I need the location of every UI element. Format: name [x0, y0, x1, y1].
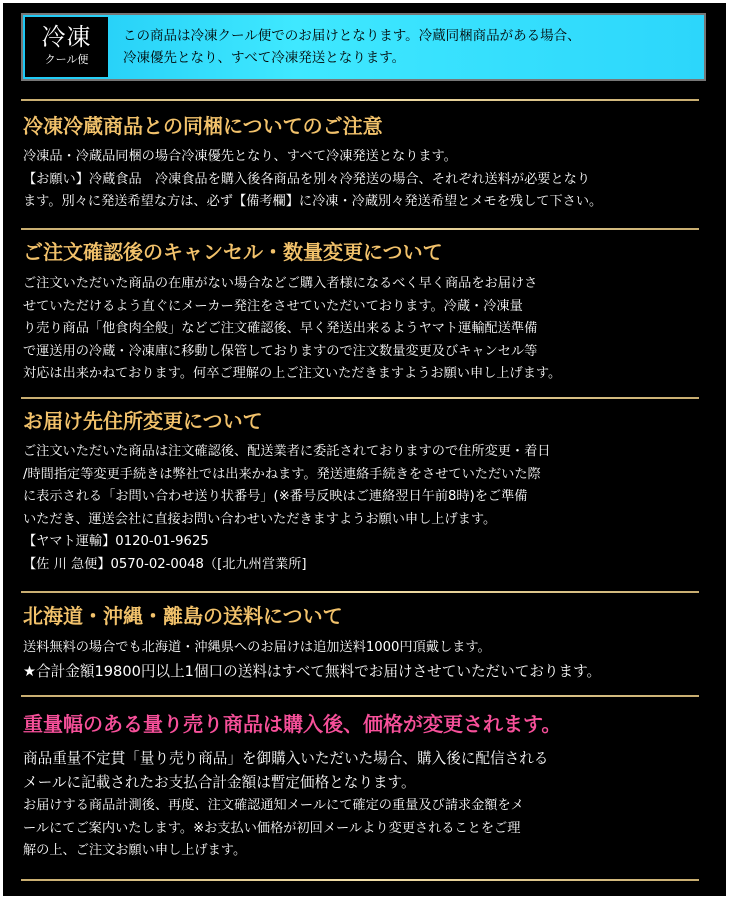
text-line: 送料無料の場合でも北海道・沖縄県へのお届けは追加送料1000円頂戴します。	[23, 640, 491, 655]
section-heading-price-change: 重量幅のある量り売り商品は購入後、価格が変更されます。	[23, 712, 562, 736]
text-line: いただき、運送会社に直接お問い合わせいただきますようお願い申し上げます。	[23, 511, 497, 527]
text-line: に表示される「お問い合わせ送り状番号」(※番号反映はご連絡翌日午前8時)をご準備	[23, 489, 528, 504]
text-line: 解の上、ご注文お願い申し上げます。	[23, 843, 247, 858]
text-line: り売り商品「他食肉全般」などご注文確認後、早く発送出来るようヤマト運輸配送準備	[23, 321, 538, 336]
frozen-badge-subtitle: クール便	[44, 53, 89, 66]
frozen-badge	[25, 17, 108, 77]
section-heading-address-change: お届け先住所変更について	[23, 409, 263, 433]
text-line: で運送用の冷蔵・冷凍庫に移動し保管しておりますので注文数量変更及びキャンセル等	[23, 343, 538, 359]
section-body-price-change	[23, 747, 713, 863]
divider	[21, 695, 699, 697]
text-line: 商品重量不定貫「量り売り商品」を御購入いただいた場合、購入後に配信される	[23, 750, 549, 767]
text-line: ます。別々に発送希望な方は、必ず【備考欄】に冷凍・冷蔵別々発送希望とメモを残して下さい。	[23, 194, 603, 209]
text-line: 冷凍品・冷蔵品同梱の場合冷凍優先となり、すべて冷凍発送となります。	[23, 149, 457, 164]
divider	[21, 397, 699, 399]
text-line: 対応は出来かねております。何卒ご理解の上ご注文いただきますようお願い申し上げます。	[23, 366, 562, 381]
divider	[21, 879, 699, 881]
section-heading-bundling: 冷凍冷蔵商品との同梱についてのご注意	[23, 114, 383, 138]
section-body-cancellation	[23, 273, 713, 386]
section-body-bundling	[23, 146, 713, 214]
yamato-phone: 【ヤマト運輸】0120-01-9625	[23, 534, 209, 549]
sagawa-phone: 【佐 川 急便】0570-02-0048（[北九州営業所]	[23, 556, 307, 572]
divider	[21, 228, 699, 230]
section-body-shipping-fee	[23, 637, 713, 684]
banner-line: この商品は冷凍クール便でのお届けとなります。冷蔵同梱商品がある場合、	[123, 28, 581, 44]
free-shipping-note: ★合計金額19800円以上1個口の送料はすべて無料でお届けさせていただいております。	[23, 662, 602, 680]
banner-line: 冷凍優先となり、すべて冷凍発送となります。	[123, 50, 406, 66]
text-line: お届けする商品計測後、再度、注文確認通知メールにて確定の重量及び請求金額をメ	[23, 798, 524, 813]
frozen-badge-title: 冷凍	[41, 23, 92, 51]
text-line: メールに記載されたお支払合計金額は暫定価格となります。	[23, 774, 416, 791]
text-line: /時間指定等変更手続きは弊社では出来かねます。発送連絡手続きをさせていただいた際	[23, 466, 541, 482]
frozen-delivery-banner	[21, 13, 706, 81]
notice-page	[3, 3, 726, 896]
text-line: ご注文いただいた商品は注文確認後、配送業者に委託されておりますので住所変更・着日	[23, 444, 551, 459]
section-body-address-change	[23, 441, 713, 576]
divider	[21, 99, 699, 101]
section-heading-cancellation: ご注文確認後のキャンセル・数量変更について	[23, 240, 443, 264]
divider	[21, 591, 699, 593]
section-heading-shipping-fee: 北海道・沖縄・離島の送料について	[23, 604, 343, 628]
text-line: 【お願い】冷蔵食品 冷凍食品を購入後各商品を別々冷発送の場合、それぞれ送料が必要となり	[23, 171, 591, 187]
banner-text	[123, 25, 703, 69]
text-line: せていただけるよう直ぐにメーカー発注をさせていただいております。冷蔵・冷凍量	[23, 298, 523, 314]
text-line: ールにてご案内いたします。※お支払い価格が初回メールより変更されることをご理	[23, 820, 521, 836]
text-line: ご注文いただいた商品の在庫がない場合などご購入者様になるべく早く商品をお届けさ	[23, 276, 538, 291]
